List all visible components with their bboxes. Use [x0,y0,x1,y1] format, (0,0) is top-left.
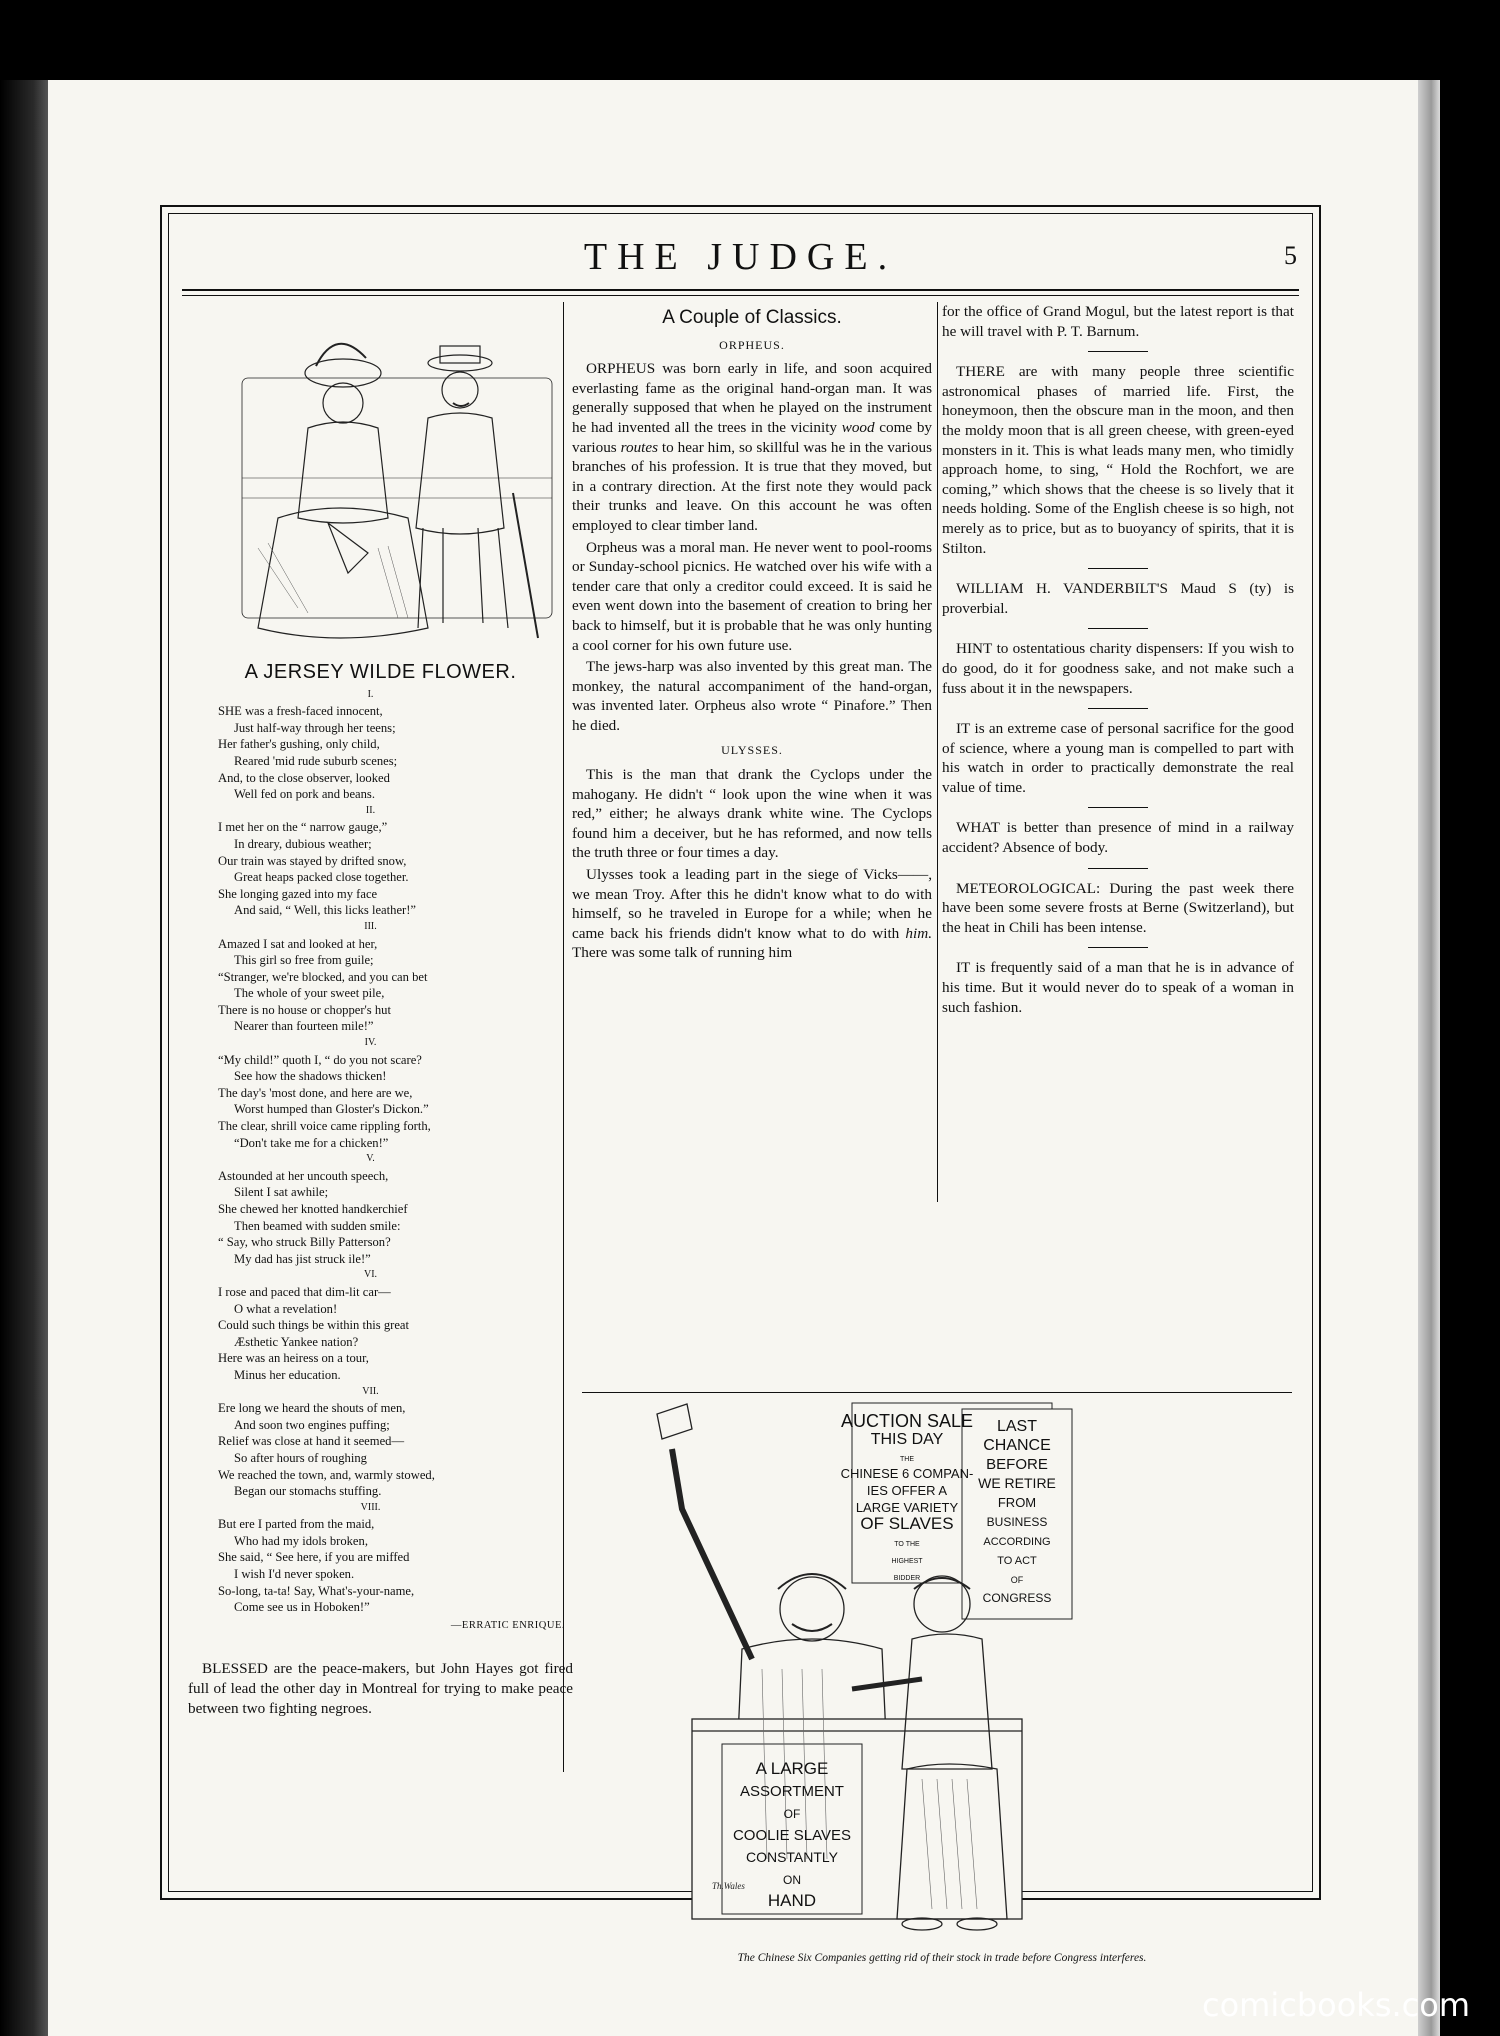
stanza-number: IV. [364,1037,377,1049]
sign-line: THIS DAY [870,1431,944,1448]
poem-line: In dreary, dubious weather; [234,836,372,851]
poem-line: We reached the town, and, warmly stowed, [218,1467,435,1482]
poem-line: “ Say, who struck Billy Patterson? [218,1235,391,1250]
poem-line: Our train was stayed by drifted snow, [218,853,407,868]
poem-line: And soon two engines puffing; [234,1417,390,1432]
poem-line: The day's 'most done, and here are we, [218,1085,413,1100]
poem-line: So-long, ta-ta! Say, What's-your-name, [218,1583,415,1598]
illustration-couple [188,302,573,657]
poem [188,687,573,1616]
poem-line: This girl so free from guile; [234,953,374,968]
sign-line: COOLIE SLAVES [732,1827,852,1844]
page-edge [1418,80,1440,2036]
poem-line: “My child!” quoth I, “ do you not scare? [218,1052,422,1067]
page-number: 5 [1284,241,1297,270]
stanza-number: II. [365,804,376,816]
divider [1088,947,1148,948]
divider [1088,807,1148,808]
paragraph: Ulysses took a leading part in the siege of Vicks——, we mean Troy. After this he didn't know what to do with himself, so he traveled in Europe for a while; when he came back his friends didn't know what to do with him. There was some talk of running him [572,866,932,962]
paragraph: THERE are with many people three scientific astronomical phases of married life. First, the honeymoon, then the obscure man in the moon, and then the moldy moon that is all green cheese, with green-eyed monsters in it. This is what leads many men, who timidly approach home, to sing, “ Hold the Rochfort, we are coming,” which shows that the cheese is so lively that it needs holding. Some of the English cheese is so high, not merely as to price, but as to buoyancy of spirits, that it is Stilton. [942,363,1294,557]
poem-line: I rose and paced that dim-lit car— [218,1284,391,1299]
sign-line: LARGE VARIETY [855,1500,959,1515]
poem-line: So after hours of roughing [234,1450,367,1465]
sign-line: THE [900,1456,914,1463]
poem-line: Then beamed with sudden smile: [234,1218,401,1233]
sign-line: WE RETIRE [978,1475,1056,1491]
poem-line: Astounded at her uncouth speech, [218,1168,389,1183]
poem-line: Ere long we heard the shouts of men, [218,1401,406,1416]
section-heading-orpheus: ORPHEUS. [719,337,785,352]
poem-line: Could such things be within this great [218,1318,409,1333]
divider [1088,568,1148,569]
poem-line: Silent I sat awhile; [234,1185,329,1200]
sign-line: CHANCE [983,1437,1051,1454]
sign-line: LAST [996,1418,1038,1435]
paragraph: Orpheus was a moral man. He never went to pool-rooms or Sunday-school picnics. He watched over his wife with a tender care that only a creditor could exceed. It is said he even went down into the basement of creation to bring her back to himself, but it is probable that he was only hunting a cool corner for his own future use. [572,538,932,654]
stanza-number: III. [364,920,377,932]
poem-line: My dad has jist struck ile!” [234,1251,371,1266]
sign-line: OF SLAVES [860,1514,954,1533]
sign-line: BUSINESS [986,1515,1048,1529]
poem-line: The clear, shrill voice came rippling forth, [218,1119,431,1134]
masthead-title: THE JUDGE. [583,236,898,278]
poem-line: She said, “ See here, if you are miffed [218,1550,410,1565]
column-right [942,302,1294,1019]
sign-line: HAND [767,1891,817,1910]
paragraph: WILLIAM H. VANDERBILT'S Maud S (ty) is proverbial. [942,580,1294,617]
paragraph: for the office of Grand Mogul, but the latest report is that he will travel with P. T. Barnum. [942,303,1294,340]
sign-line: AUCTION SALE [840,1411,974,1431]
sign-line: CONSTANTLY [745,1849,839,1865]
poem-line: I wish I'd never spoken. [234,1567,355,1582]
auction-sign-text [841,1411,974,1582]
book-spine [0,80,48,2036]
poem-line: See how the shadows thicken! [234,1069,387,1084]
paragraph: IT is frequently said of a man that he is in advance of his time. But it would never do to speak of a woman in such fashion. [942,959,1294,1016]
poem-line: Who had my idols broken, [234,1533,368,1548]
poem-line: “Stranger, we're blocked, and you can bet [218,969,428,984]
poem-title: A JERSEY WILDE FLOWER. [244,661,517,683]
poem-line: Her father's gushing, only child, [218,737,380,752]
paragraph: The jews-harp was also invented by this great man. The monkey, the natural accompaniment of the hand-organ, was invented later. Orpheus also wrote “ Pinafore.” Then he died. [572,658,932,734]
sign-line: CONGRESS [982,1591,1052,1605]
poem-line: Æsthetic Yankee nation? [234,1334,359,1349]
poem-line: The whole of your sweet pile, [234,986,385,1001]
sign-line: FROM [997,1495,1037,1510]
stanza-number: V. [366,1153,375,1165]
masthead-rule [182,289,1299,291]
sign-line: BEFORE [986,1456,1048,1473]
sign-line: IES OFFER A [866,1483,948,1498]
poem-line: Began our stomachs stuffing. [234,1484,382,1499]
paragraph: WHAT is better than presence of mind in a railway accident? Absence of body. [942,819,1294,857]
sign-line: ASSORTMENT [740,1783,844,1800]
column-middle [572,302,932,965]
stanza-number: I. [367,688,374,700]
poem-line: Great heaps packed close together. [234,870,409,885]
sign-line: TO ACT [997,1555,1037,1567]
poem-line: Amazed I sat and looked at her, [218,936,378,951]
poem-line: But ere I parted from the maid, [218,1517,375,1532]
sign-line: HIGHEST [891,1558,923,1565]
divider [1088,708,1148,709]
paragraph: IT is an extreme case of personal sacrifice for the good of science, where a young man is compelled to part with his watch in order to practically demonstrate the real value of time. [942,720,1294,796]
sign-line: OF [783,1807,801,1821]
poem-line: She chewed her knotted handkerchief [218,1202,408,1216]
sign-line: TO THE [894,1541,920,1548]
blessed-paragraph: BLESSED are the peace-makers, but John Hayes got fired full of lead the other day in Montreal for trying to make peace between two fighting negroes. [188,1660,573,1717]
paragraph: ORPHEUS was born early in life, and soon acquired everlasting fame as the original hand-organ man. It was generally supposed that when he played on the instrument he had invented all the trees in the vicinity wood come by various routes to hear him, so skillful was he in the various branches of his profession. It is true that they moved, but in a contrary direction. At the first note they would pack their trunks and leave. On this account he was often employed to clear timber land. [572,360,933,534]
article-title: A Couple of Classics. [662,307,842,328]
sign-line: OF [1010,1575,1024,1585]
poem-signature: —ERRATIC ENRIQUE. [450,1619,565,1631]
column-rule [937,302,938,1202]
stanza-number: VIII. [360,1501,381,1513]
poem-line: Here was an heiress on a tour, [218,1351,369,1366]
cartoon-caption: The Chinese Six Companies getting rid of their stock in trade before Congress interferes. [737,1952,1147,1964]
poem-line: O what a revelation! [234,1301,338,1316]
sign-line: BIDDER [893,1575,921,1582]
stanza-number: VII. [362,1385,379,1397]
watermark: comicbooks.com [1201,1986,1470,2024]
divider [1088,868,1148,869]
poem-line: I met her on the “ narrow gauge,” [218,820,388,835]
poem-line: Well fed on pork and beans. [234,787,375,802]
divider [1088,628,1148,629]
poem-line: Relief was close at hand it seemed— [218,1434,405,1449]
paragraph: This is the man that drank the Cyclops under the mahogany. He didn't “ look upon the wine when it was red,” either; he always drank white wine. The Cyclops found him a deceiver, but he has reformed, and now tells the truth three or four times a day. [572,766,932,862]
poem-line: Come see us in Hoboken!” [234,1600,370,1615]
poem-line: “Don't take me for a chicken!” [234,1135,389,1150]
poem-line: Nearer than fourteen mile!” [234,1019,374,1034]
poem-line: There is no house or chopper's hut [218,1002,391,1017]
poem-line: Minus her education. [234,1367,341,1382]
page-frame [160,205,1321,1964]
poem-line: And, to the close observer, looked [218,770,390,785]
sign-line: ON [783,1873,801,1887]
sign-line: A LARGE [755,1759,829,1778]
sign-line: ACCORDING [983,1536,1051,1548]
poem-line: SHE was a fresh-faced innocent, [218,704,383,719]
poem-line: Worst humped than Gloster's Dickon.” [234,1102,429,1117]
cartoon-rule [582,1392,1292,1393]
poem-line: She longing gazed into my face [218,886,378,901]
poem-line: Reared 'mid rude suburb scenes; [234,753,398,768]
divider [1088,351,1148,352]
sign-line: CHINESE 6 COMPAN- [840,1466,974,1481]
couple-on-train-illustration [238,318,558,648]
artist-signature: Th.Wales [712,1881,745,1891]
paragraph: METEOROLOGICAL: During the past week there have been some severe frosts at Berne (Switzerland), but the heat in Chili has been intense. [942,879,1294,936]
poem-line: Just half-way through her teens; [234,720,396,735]
paragraph: HINT to ostentatious charity dispensers: If you wish to do good, do it for goodness sake, and not make such a fuss about it in the newspapers. [942,640,1294,697]
section-heading-ulysses: ULYSSES. [721,743,783,758]
column-left [188,302,573,1720]
stanza-number: VI. [363,1269,378,1281]
auction-cartoon [592,1399,1292,1939]
poem-line: And said, “ Well, this licks leather!” [234,903,417,918]
